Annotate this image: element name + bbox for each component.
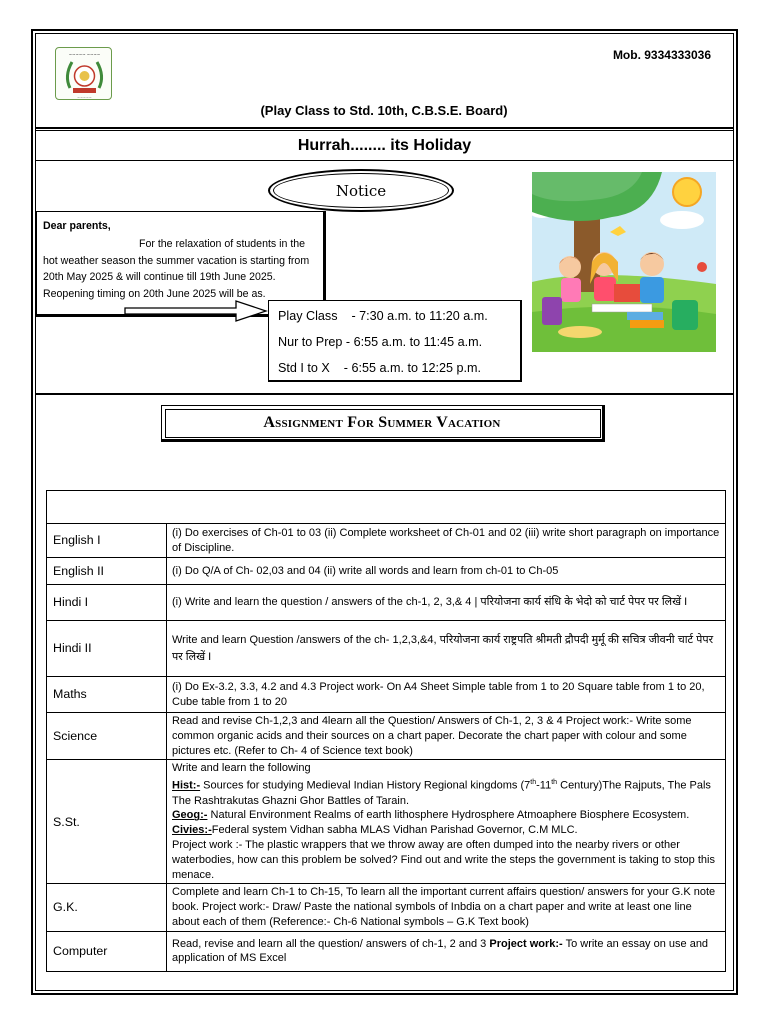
sst-geography-text: Natural Environment Realms of earth lithosphere Hydrosphere Atmoaphere Biosphere Ecosystem. [207,809,690,822]
timings-box [268,300,522,382]
subject-cell: Hindi II [47,621,167,677]
notice-greeting: Dear parents, [43,220,111,232]
sst-history-label: Hist:- [172,779,201,792]
task-cell: (i) Do exercises of Ch-01 to 03 (ii) Complete worksheet of Ch-01 and 02 (iii) write short paragraph on importance of Discipline. [167,524,726,558]
sst-project: Project work :- The plastic wrappers that we throw away are often dumped into the nearby rivers or other waterbodies, how can this problem be solved? Find out and write the steps the government is taking to stop this menace. [172,839,715,881]
school-subtitle: (Play Class to Std. 10th, C.B.S.E. Board) [260,103,508,118]
table-row [47,621,726,677]
notice-title: Notice [335,181,387,200]
holiday-banner [35,130,734,161]
timing-play-class: Play Class - 7:30 a.m. to 11:20 a.m. [278,309,488,323]
timing-nur-prep: Nur to Prep - 6:55 a.m. to 11:45 a.m. [278,335,483,349]
notice-label [268,169,454,212]
assignment-heading [161,405,605,442]
subject-cell: Computer [47,931,167,971]
mobile-number: Mob. 9334333036 [612,48,711,62]
notice-body: For the relaxation of students in the hot weather season the summer vacation is starting from 20th May 2025 & will continue till 19th June 2025. Reopening timing on 20th June 2025 will be as. [43,237,310,301]
assignment-heading-frame [165,409,601,438]
sst-history-sup-1: th [530,779,537,787]
children-reading-illustration [532,172,716,352]
school-logo [55,47,112,100]
table-row [47,760,726,884]
subject-cell: English II [47,558,167,585]
table-header-cell [47,491,726,524]
sst-civics-label: Civies:- [172,824,212,837]
assignment-table [46,490,726,972]
table-row [47,884,726,931]
task-cell: (i) Do Q/A of Ch- 02,03 and 04 (ii) write all words and learn from ch-01 to Ch-05 [167,558,726,585]
table-row [47,585,726,621]
sst-history-text-a: Sources for studying Medieval Indian History Regional kingdoms (7 [200,779,531,792]
table-row [47,931,726,971]
table-row [47,677,726,713]
svg-text:~~~~~: ~~~~~ [77,96,92,100]
sst-intro: Write and learn the following [172,762,311,775]
assignment-heading-text: Assignment For Summer Vacation [263,413,501,431]
svg-text:~~~~~ ~~~~: ~~~~~ ~~~~ [68,52,101,57]
computer-task-b: To write an essay on use and application of MS Excel [172,937,709,965]
holiday-banner-text: Hurrah........ its Holiday [297,136,472,154]
timing-std-1-10: Std I to X - 6:55 a.m. to 12:25 p.m. [278,361,482,375]
table-row [47,524,726,558]
subject-cell: Science [47,713,167,760]
table-row [47,558,726,585]
computer-task-a: Read, revise and learn all the question/ answers of ch-1, 2 and 3 [172,937,490,950]
table-row [47,713,726,760]
divider [35,127,734,129]
subject-cell: S.St. [47,760,167,884]
subject-cell: English I [47,524,167,558]
sst-history [172,776,720,808]
sst-geography-label: Geog:- [172,809,208,822]
subject-cell: G.K. [47,884,167,931]
divider [35,393,734,395]
task-cell: Complete and learn Ch-1 to Ch-15, To learn all the important current affairs question/ answers for your G.K note book. Project work:- Draw/ Paste the national symbols of Inbdia on a chart paper and write at least one line about each of them (Reference:- Ch-6 National symbols – G.K Text book) [167,884,726,931]
table-header-row [47,491,726,524]
subject-cell: Hindi I [47,585,167,621]
sst-civics-text: Federal system Vidhan sabha MLAS Vidhan Parishad Governor, C.M MLC. [211,824,578,837]
sst-history-text-c: Century)The Rajputs, The Pals The Rashtrakutas Ghazni Ghor Battles of Tarain. [172,779,711,807]
task-cell: (i) Write and learn the question / answers of the ch-1, 2, 3,& 4 | परियोजना कार्य संधि के भेदो को चार्ट पेपर पर लिखें I [167,585,726,621]
sst-history-sup-2: th [551,779,558,787]
task-cell [167,931,726,971]
task-cell: Read and revise Ch-1,2,3 and 4learn all the Question/ Answers of Ch-1, 2, 3 & 4 Project work:- Write some common organic acids and their sources on a chart paper. Decorate the chart paper with colour and some pictures etc. (Refer to Ch- 4 of Science text book) [167,713,726,760]
arrow-right-icon [124,298,268,324]
sst-history-text-b: -11 [536,779,552,792]
subject-cell: Maths [47,677,167,713]
computer-task-bold: Project work:- [489,937,563,950]
sst-geography [172,808,720,838]
task-cell: Write and learn Question /answers of the ch- 1,2,3,&4, परियोजना कार्य राष्ट्रपति श्रीमती द्रौपदी मुर्मू की सचित्र जीवनी चार्ट पेपर पर लिखें I [167,621,726,677]
task-cell [167,760,726,884]
task-cell: (i) Do Ex-3.2, 3.3, 4.2 and 4.3 Project work- On A4 Sheet Simple table from 1 to 20 Square table from 1 to 20, Cube table from 1 to 20 [167,677,726,713]
